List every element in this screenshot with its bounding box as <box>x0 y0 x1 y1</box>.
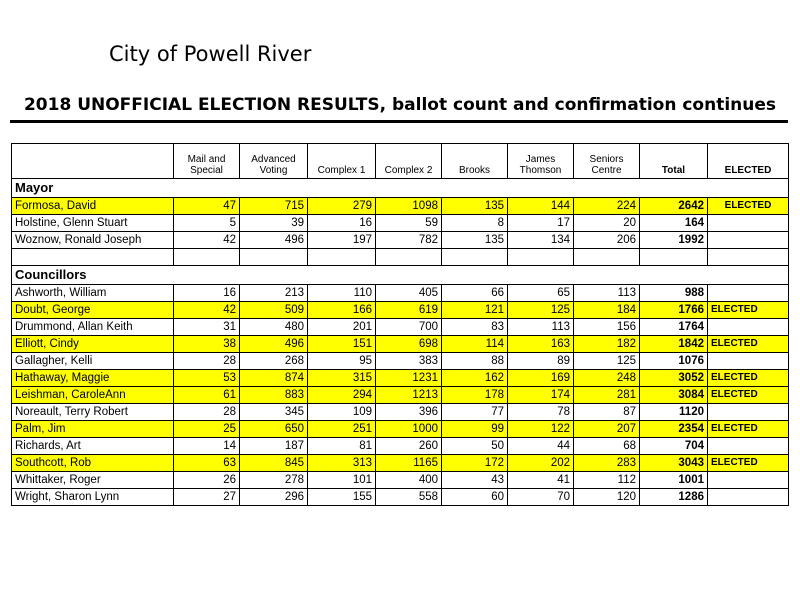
column-header-line2: Thomson <box>519 165 562 176</box>
vote-count: 68 <box>574 438 640 455</box>
empty-cell <box>308 249 376 266</box>
vote-count: 782 <box>376 232 442 249</box>
candidate-name: Southcott, Rob <box>12 455 174 472</box>
elected-status: ELECTED <box>708 370 789 387</box>
vote-count: 162 <box>442 370 508 387</box>
vote-count: 135 <box>442 198 508 215</box>
candidate-name: Leishman, CaroleAnn <box>12 387 174 404</box>
vote-count: 281 <box>574 387 640 404</box>
vote-count: 207 <box>574 421 640 438</box>
vote-count: 70 <box>508 489 574 506</box>
section-header-row <box>12 266 789 285</box>
spacer-row <box>12 249 789 266</box>
vote-count: 134 <box>508 232 574 249</box>
candidate-row <box>12 319 789 336</box>
vote-count: 206 <box>574 232 640 249</box>
elected-status <box>708 472 789 489</box>
vote-count: 77 <box>442 404 508 421</box>
vote-count: 122 <box>508 421 574 438</box>
empty-cell <box>12 249 174 266</box>
elected-status: ELECTED <box>708 302 789 319</box>
total-votes: 2642 <box>640 198 708 215</box>
column-header <box>442 144 508 179</box>
results-table <box>11 143 789 506</box>
vote-count: 166 <box>308 302 376 319</box>
vote-count: 313 <box>308 455 376 472</box>
vote-count: 8 <box>442 215 508 232</box>
total-votes: 1992 <box>640 232 708 249</box>
city-name: City of Powell River <box>109 42 312 66</box>
vote-count: 88 <box>442 353 508 370</box>
vote-count: 715 <box>240 198 308 215</box>
candidate-row <box>12 404 789 421</box>
results-body <box>12 179 789 506</box>
vote-count: 278 <box>240 472 308 489</box>
vote-count: 650 <box>240 421 308 438</box>
vote-count: 619 <box>376 302 442 319</box>
candidate-name: Elliott, Cindy <box>12 336 174 353</box>
column-header-line2: Complex 1 <box>317 165 366 176</box>
vote-count: 400 <box>376 472 442 489</box>
header-row <box>12 144 789 179</box>
column-header <box>708 144 789 179</box>
vote-count: 110 <box>308 285 376 302</box>
vote-count: 294 <box>308 387 376 404</box>
vote-count: 59 <box>376 215 442 232</box>
vote-count: 163 <box>508 336 574 353</box>
candidate-name: Palm, Jim <box>12 421 174 438</box>
vote-count: 496 <box>240 336 308 353</box>
candidate-name: Woznow, Ronald Joseph <box>12 232 174 249</box>
vote-count: 396 <box>376 404 442 421</box>
vote-count: 700 <box>376 319 442 336</box>
total-votes: 3052 <box>640 370 708 387</box>
total-votes: 164 <box>640 215 708 232</box>
vote-count: 845 <box>240 455 308 472</box>
vote-count: 113 <box>574 285 640 302</box>
candidate-row <box>12 489 789 506</box>
total-votes: 1286 <box>640 489 708 506</box>
vote-count: 405 <box>376 285 442 302</box>
elected-status <box>708 215 789 232</box>
empty-cell <box>174 249 240 266</box>
total-votes: 988 <box>640 285 708 302</box>
candidate-row <box>12 387 789 404</box>
vote-count: 201 <box>308 319 376 336</box>
candidate-row <box>12 198 789 215</box>
vote-count: 66 <box>442 285 508 302</box>
elected-status: ELECTED <box>708 336 789 353</box>
vote-count: 83 <box>442 319 508 336</box>
column-header-line2: ELECTED <box>724 165 772 176</box>
vote-count: 182 <box>574 336 640 353</box>
column-header-line2: Special <box>190 165 223 176</box>
vote-count: 81 <box>308 438 376 455</box>
vote-count: 39 <box>240 215 308 232</box>
vote-count: 101 <box>308 472 376 489</box>
candidate-row <box>12 438 789 455</box>
vote-count: 47 <box>174 198 240 215</box>
vote-count: 151 <box>308 336 376 353</box>
column-header <box>574 144 640 179</box>
empty-cell <box>640 249 708 266</box>
vote-count: 155 <box>308 489 376 506</box>
column-header <box>174 144 240 179</box>
column-header-line2: Centre <box>591 165 622 176</box>
vote-count: 144 <box>508 198 574 215</box>
candidate-row <box>12 336 789 353</box>
vote-count: 156 <box>574 319 640 336</box>
vote-count: 1098 <box>376 198 442 215</box>
vote-count: 213 <box>240 285 308 302</box>
vote-count: 178 <box>442 387 508 404</box>
candidate-row <box>12 370 789 387</box>
vote-count: 1165 <box>376 455 442 472</box>
vote-count: 28 <box>174 353 240 370</box>
page-title: 2018 UNOFFICIAL ELECTION RESULTS, ballot count and confirmation continues <box>23 95 777 115</box>
vote-count: 174 <box>508 387 574 404</box>
elected-status <box>708 285 789 302</box>
vote-count: 125 <box>508 302 574 319</box>
vote-count: 172 <box>442 455 508 472</box>
vote-count: 14 <box>174 438 240 455</box>
vote-count: 224 <box>574 198 640 215</box>
empty-cell <box>508 249 574 266</box>
column-header-line1: Mail and <box>187 154 226 165</box>
vote-count: 26 <box>174 472 240 489</box>
candidate-name: Hathaway, Maggie <box>12 370 174 387</box>
empty-cell <box>442 249 508 266</box>
column-header-line2: Brooks <box>458 165 491 176</box>
vote-count: 114 <box>442 336 508 353</box>
candidate-row <box>12 232 789 249</box>
candidate-row <box>12 455 789 472</box>
vote-count: 42 <box>174 302 240 319</box>
vote-count: 41 <box>508 472 574 489</box>
vote-count: 20 <box>574 215 640 232</box>
vote-count: 268 <box>240 353 308 370</box>
total-votes: 1764 <box>640 319 708 336</box>
vote-count: 197 <box>308 232 376 249</box>
vote-count: 5 <box>174 215 240 232</box>
vote-count: 38 <box>174 336 240 353</box>
total-votes: 1120 <box>640 404 708 421</box>
vote-count: 42 <box>174 232 240 249</box>
vote-count: 874 <box>240 370 308 387</box>
vote-count: 89 <box>508 353 574 370</box>
vote-count: 296 <box>240 489 308 506</box>
candidate-name: Holstine, Glenn Stuart <box>12 215 174 232</box>
elected-status <box>708 438 789 455</box>
vote-count: 16 <box>174 285 240 302</box>
vote-count: 53 <box>174 370 240 387</box>
vote-count: 60 <box>442 489 508 506</box>
elected-status <box>708 319 789 336</box>
vote-count: 251 <box>308 421 376 438</box>
column-header <box>376 144 442 179</box>
candidate-row <box>12 353 789 370</box>
total-votes: 1766 <box>640 302 708 319</box>
candidate-name: Doubt, George <box>12 302 174 319</box>
vote-count: 78 <box>508 404 574 421</box>
section-title: Councillors <box>12 266 789 285</box>
candidate-name: Formosa, David <box>12 198 174 215</box>
vote-count: 248 <box>574 370 640 387</box>
vote-count: 121 <box>442 302 508 319</box>
column-header <box>240 144 308 179</box>
total-votes: 3043 <box>640 455 708 472</box>
vote-count: 1213 <box>376 387 442 404</box>
empty-cell <box>240 249 308 266</box>
column-header-line2: Complex 2 <box>384 165 433 176</box>
candidate-row <box>12 421 789 438</box>
elected-status <box>708 232 789 249</box>
column-header-line1: Seniors <box>589 154 624 165</box>
column-header <box>508 144 574 179</box>
column-header-line1: James <box>525 154 556 165</box>
vote-count: 125 <box>574 353 640 370</box>
vote-count: 283 <box>574 455 640 472</box>
vote-count: 345 <box>240 404 308 421</box>
vote-count: 61 <box>174 387 240 404</box>
vote-count: 509 <box>240 302 308 319</box>
vote-count: 202 <box>508 455 574 472</box>
candidate-name: Noreault, Terry Robert <box>12 404 174 421</box>
vote-count: 27 <box>174 489 240 506</box>
total-votes: 1842 <box>640 336 708 353</box>
column-header <box>12 144 174 179</box>
vote-count: 50 <box>442 438 508 455</box>
vote-count: 480 <box>240 319 308 336</box>
vote-count: 17 <box>508 215 574 232</box>
empty-cell <box>574 249 640 266</box>
candidate-row <box>12 215 789 232</box>
candidate-name: Wright, Sharon Lynn <box>12 489 174 506</box>
vote-count: 28 <box>174 404 240 421</box>
vote-count: 496 <box>240 232 308 249</box>
vote-count: 279 <box>308 198 376 215</box>
vote-count: 187 <box>240 438 308 455</box>
vote-count: 109 <box>308 404 376 421</box>
column-header <box>640 144 708 179</box>
total-votes: 1076 <box>640 353 708 370</box>
column-header-line2: Total <box>661 165 686 176</box>
vote-count: 383 <box>376 353 442 370</box>
candidate-name: Ashworth, William <box>12 285 174 302</box>
column-header <box>308 144 376 179</box>
vote-count: 558 <box>376 489 442 506</box>
candidate-row <box>12 472 789 489</box>
section-header-row <box>12 179 789 198</box>
vote-count: 25 <box>174 421 240 438</box>
elected-status: ELECTED <box>708 198 789 215</box>
vote-count: 184 <box>574 302 640 319</box>
vote-count: 95 <box>308 353 376 370</box>
vote-count: 113 <box>508 319 574 336</box>
elected-status <box>708 404 789 421</box>
vote-count: 135 <box>442 232 508 249</box>
vote-count: 315 <box>308 370 376 387</box>
elected-status: ELECTED <box>708 387 789 404</box>
vote-count: 883 <box>240 387 308 404</box>
vote-count: 169 <box>508 370 574 387</box>
total-votes: 2354 <box>640 421 708 438</box>
vote-count: 16 <box>308 215 376 232</box>
empty-cell <box>376 249 442 266</box>
vote-count: 65 <box>508 285 574 302</box>
vote-count: 99 <box>442 421 508 438</box>
column-header-line1: Advanced <box>251 154 296 165</box>
vote-count: 120 <box>574 489 640 506</box>
vote-count: 31 <box>174 319 240 336</box>
column-header-line2: Voting <box>259 165 288 176</box>
vote-count: 260 <box>376 438 442 455</box>
vote-count: 1231 <box>376 370 442 387</box>
candidate-row <box>12 285 789 302</box>
candidate-name: Richards, Art <box>12 438 174 455</box>
vote-count: 698 <box>376 336 442 353</box>
vote-count: 43 <box>442 472 508 489</box>
vote-count: 1000 <box>376 421 442 438</box>
section-title: Mayor <box>12 179 789 198</box>
title-rule <box>10 120 788 123</box>
elected-status: ELECTED <box>708 421 789 438</box>
total-votes: 1001 <box>640 472 708 489</box>
empty-cell <box>708 249 789 266</box>
candidate-name: Gallagher, Kelli <box>12 353 174 370</box>
vote-count: 112 <box>574 472 640 489</box>
total-votes: 3084 <box>640 387 708 404</box>
elected-status <box>708 353 789 370</box>
total-votes: 704 <box>640 438 708 455</box>
vote-count: 63 <box>174 455 240 472</box>
vote-count: 44 <box>508 438 574 455</box>
vote-count: 87 <box>574 404 640 421</box>
candidate-name: Whittaker, Roger <box>12 472 174 489</box>
candidate-row <box>12 302 789 319</box>
elected-status <box>708 489 789 506</box>
elected-status: ELECTED <box>708 455 789 472</box>
candidate-name: Drummond, Allan Keith <box>12 319 174 336</box>
